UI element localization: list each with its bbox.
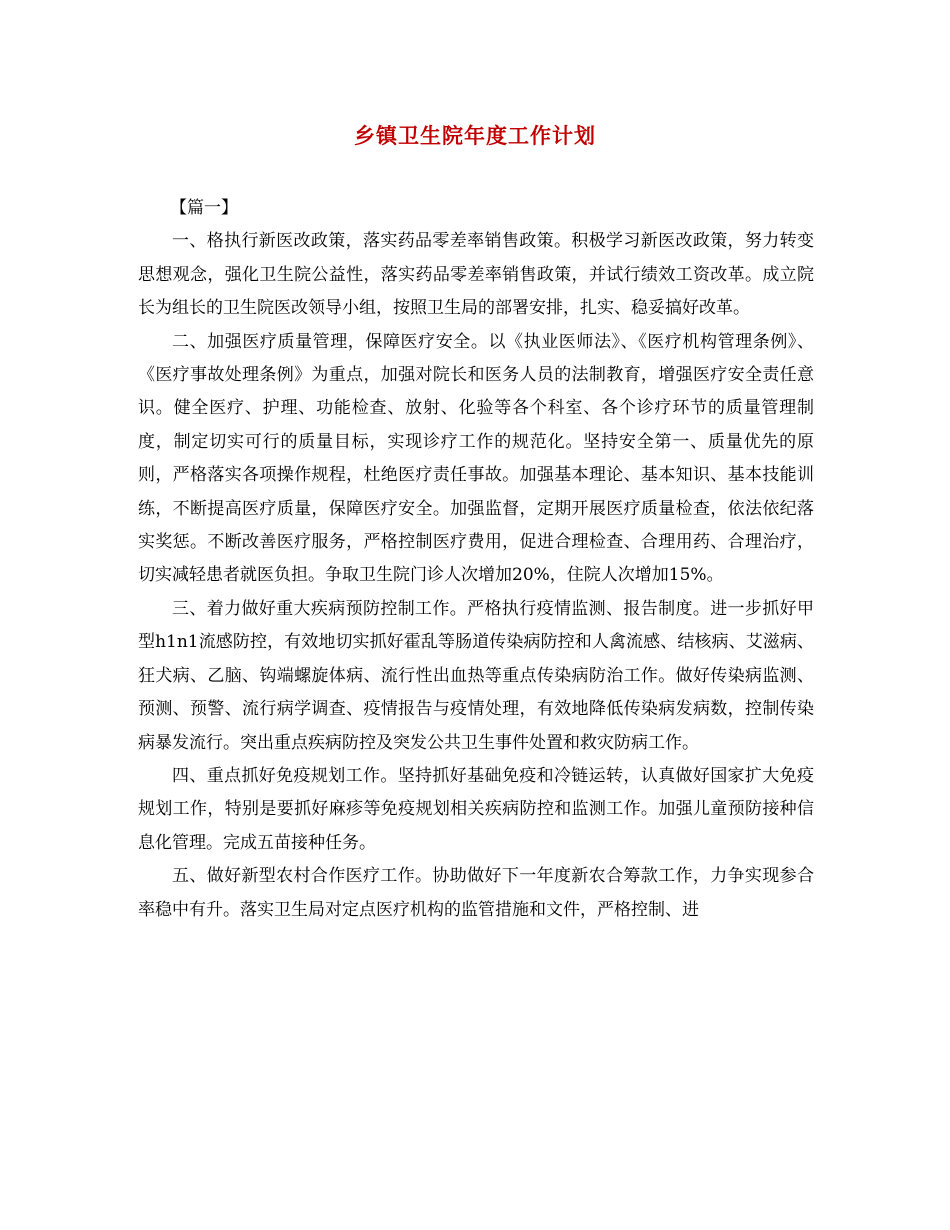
document-title: 乡镇卫生院年度工作计划 [354,123,596,148]
paragraph-5: 五、做好新型农村合作医疗工作。协助做好下一年度新农合筹款工作，力争实现参合率稳中有升。落实卫生局对定点医疗机构的监管措施和文件，严格控制、进 [138,866,814,920]
paragraph-3: 三、着力做好重大疾病预防控制工作。严格执行疫情监测、报告制度。进一步抓好甲型h1n1流感防控，有效地切实抓好霍乱等肠道传染病防控和人禽流感、结核病、艾滋病、狂犬病、乙脑、钩端螺旋体病、流行性出血热等重点传染病防治工作。做好传染病监测、预测、预警、流行病学调查、疫情报告与疫情处理，有效地降低传染病发病数，控制传染病暴发流行。突出重点疾病防控及突发公共卫生事件处置和救灾防病工作。 [138,598,814,753]
document-body [138,192,814,927]
section-label: 【篇一】 [170,198,238,218]
paragraph-1: 一、格执行新医改政策，落实药品零差率销售政策。积极学习新医改政策，努力转变思想观念，强化卫生院公益性，落实药品零差率销售政策，并试行绩效工资改革。成立院长为组长的卫生院医改领导小组，按照卫生局的部署安排，扎实、稳妥搞好改革。 [138,231,814,319]
paragraph-2: 二、加强医疗质量管理，保障医疗安全。以《执业医师法》、《医疗机构管理条例》、《医疗事故处理条例》为重点，加强对院长和医务人员的法制教育，增强医疗安全责任意识。健全医疗、护理、功能检查、放射、化验等各个科室、各个诊疗环节的质量管理制度，制定切实可行的质量目标，实现诊疗工作的规范化。坚持安全第一、质量优先的原则，严格落实各项操作规程，杜绝医疗责任事故。加强基本理论、基本知识、基本技能训练，不断提高医疗质量，保障医疗安全。加强监督，定期开展医疗质量检查，依法依纪落实奖惩。不断改善医疗服务，严格控制医疗费用，促进合理检查、合理用药、合理治疗，切实减轻患者就医负担。争取卫生院门诊人次增加20%，住院人次增加15%。 [138,331,814,586]
paragraph-4: 四、重点抓好免疫规划工作。坚持抓好基础免疫和冷链运转，认真做好国家扩大免疫规划工作，特别是要抓好麻疹等免疫规划相关疾病防控和监测工作。加强儿童预防接种信息化管理。完成五苗接种任务。 [138,765,814,853]
